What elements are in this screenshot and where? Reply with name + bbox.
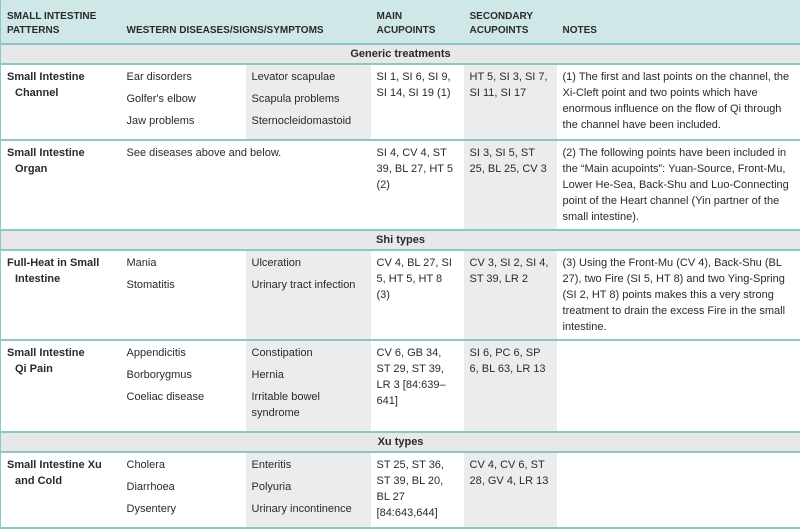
diseases-cell (246, 452, 371, 528)
disease-item: Appendicitis (127, 345, 240, 361)
section-generic: Generic treatments (1, 44, 800, 64)
secondary-acupoints-cell: HT 5, SI 3, SI 7, SI 11, SI 17 (464, 64, 557, 140)
header-pattern: SMALL INTESTINE PATTERNS (1, 0, 121, 44)
pattern-line: Qi Pain (7, 361, 115, 377)
diseases-cell (246, 250, 371, 340)
pattern-line: Small Intestine Xu (7, 459, 102, 471)
disease-item: Mania (127, 255, 240, 271)
disease-item: Borborygmus (127, 367, 240, 383)
diseases-cell: See diseases above and below. (121, 140, 371, 230)
disease-item: Ulceration (252, 255, 365, 271)
secondary-acupoints-cell: CV 4, CV 6, ST 28, GV 4, LR 13 (464, 452, 557, 528)
table-row (1, 340, 800, 432)
disease-item: Enteritis (252, 457, 365, 473)
pattern-line: Small Intestine (7, 147, 85, 159)
diseases-cell (246, 64, 371, 140)
pattern-line: Full-Heat in Small (7, 257, 99, 269)
disease-item: Scapula problems (252, 91, 365, 107)
table-row (1, 250, 800, 340)
secondary-acupoints-cell: CV 3, SI 2, SI 4, ST 39, LR 2 (464, 250, 557, 340)
header-notes: NOTES (557, 0, 800, 44)
pattern-line: Organ (7, 161, 115, 177)
disease-item: Jaw problems (127, 113, 240, 129)
pattern-cell (1, 340, 121, 432)
header-main: MAIN ACUPOINTS (371, 0, 464, 44)
disease-item: Cholera (127, 457, 240, 473)
diseases-cell (246, 340, 371, 432)
main-acupoints-cell: SI 4, CV 4, ST 39, BL 27, HT 5 (2) (371, 140, 464, 230)
secondary-acupoints-cell: SI 6, PC 6, SP 6, BL 63, LR 13 (464, 340, 557, 432)
disease-item: Coeliac disease (127, 389, 240, 405)
disease-item: Hernia (252, 367, 365, 383)
main-acupoints-cell: SI 1, SI 6, SI 9, SI 14, SI 19 (1) (371, 64, 464, 140)
pattern-line: Intestine (7, 271, 115, 287)
disease-item: Irritable bowel syndrome (252, 389, 365, 421)
disease-item: Constipation (252, 345, 365, 361)
diseases-cell (121, 64, 246, 140)
diseases-cell (121, 250, 246, 340)
main-acupoints-cell: ST 25, ST 36, ST 39, BL 20, BL 27 [84:643,644] (371, 452, 464, 528)
main-acupoints-cell: CV 6, GB 34, ST 29, ST 39, LR 3 [84:639–641] (371, 340, 464, 432)
disease-item: Stomatitis (127, 277, 240, 293)
table-row (1, 140, 800, 230)
pattern-cell (1, 140, 121, 230)
disease-item: Diarrhoea (127, 479, 240, 495)
disease-item: Dysentery (127, 501, 240, 517)
section-xu: Xu types (1, 432, 800, 452)
notes-cell: (2) The following points have been included in the “Main acupoints”: Yuan-Source, Front-Mu, Lower He-Sea, Back-Shu and Luo-Connecting point of the Heart channel (Yin partner of the small intestine). (557, 140, 800, 230)
table-row (1, 452, 800, 528)
pattern-cell (1, 250, 121, 340)
notes-cell (557, 340, 800, 432)
pattern-line: and Cold (7, 473, 115, 489)
disease-item: Urinary tract infection (252, 277, 365, 293)
pattern-line: Channel (7, 85, 115, 101)
notes-cell: (1) The first and last points on the channel, the Xi-Cleft point and two points which have enormous influence on the flow of Qi through the channel have been included. (557, 64, 800, 140)
pattern-line: Small Intestine (7, 71, 85, 83)
diseases-cell (121, 452, 246, 528)
main-acupoints-cell: CV 4, BL 27, SI 5, HT 5, HT 8 (3) (371, 250, 464, 340)
disease-item: Polyuria (252, 479, 365, 495)
section-shi: Shi types (1, 230, 800, 250)
pattern-cell (1, 64, 121, 140)
table-row (1, 64, 800, 140)
pattern-line: Small Intestine (7, 347, 85, 359)
notes-cell: (3) Using the Front-Mu (CV 4), Back-Shu (BL 27), two Fire (SI 5, HT 8) and two Ying-Spring (SI 2, HT 8) points makes this a very strong treatment to drain the excess Fire in the small intestine. (557, 250, 800, 340)
header-row (1, 0, 800, 44)
pattern-cell (1, 452, 121, 528)
header-diseases: WESTERN DISEASES/SIGNS/SYMPTOMS (121, 0, 371, 44)
disease-item: Ear disorders (127, 69, 240, 85)
disease-item: Sternocleidomastoid (252, 113, 365, 129)
notes-cell (557, 452, 800, 528)
diseases-cell (121, 340, 246, 432)
secondary-acupoints-cell: SI 3, SI 5, ST 25, BL 25, CV 3 (464, 140, 557, 230)
disease-item: Golfer's elbow (127, 91, 240, 107)
disease-item: Levator scapulae (252, 69, 365, 85)
header-secondary: SECONDARY ACUPOINTS (464, 0, 557, 44)
disease-item: Urinary incontinence (252, 501, 365, 517)
